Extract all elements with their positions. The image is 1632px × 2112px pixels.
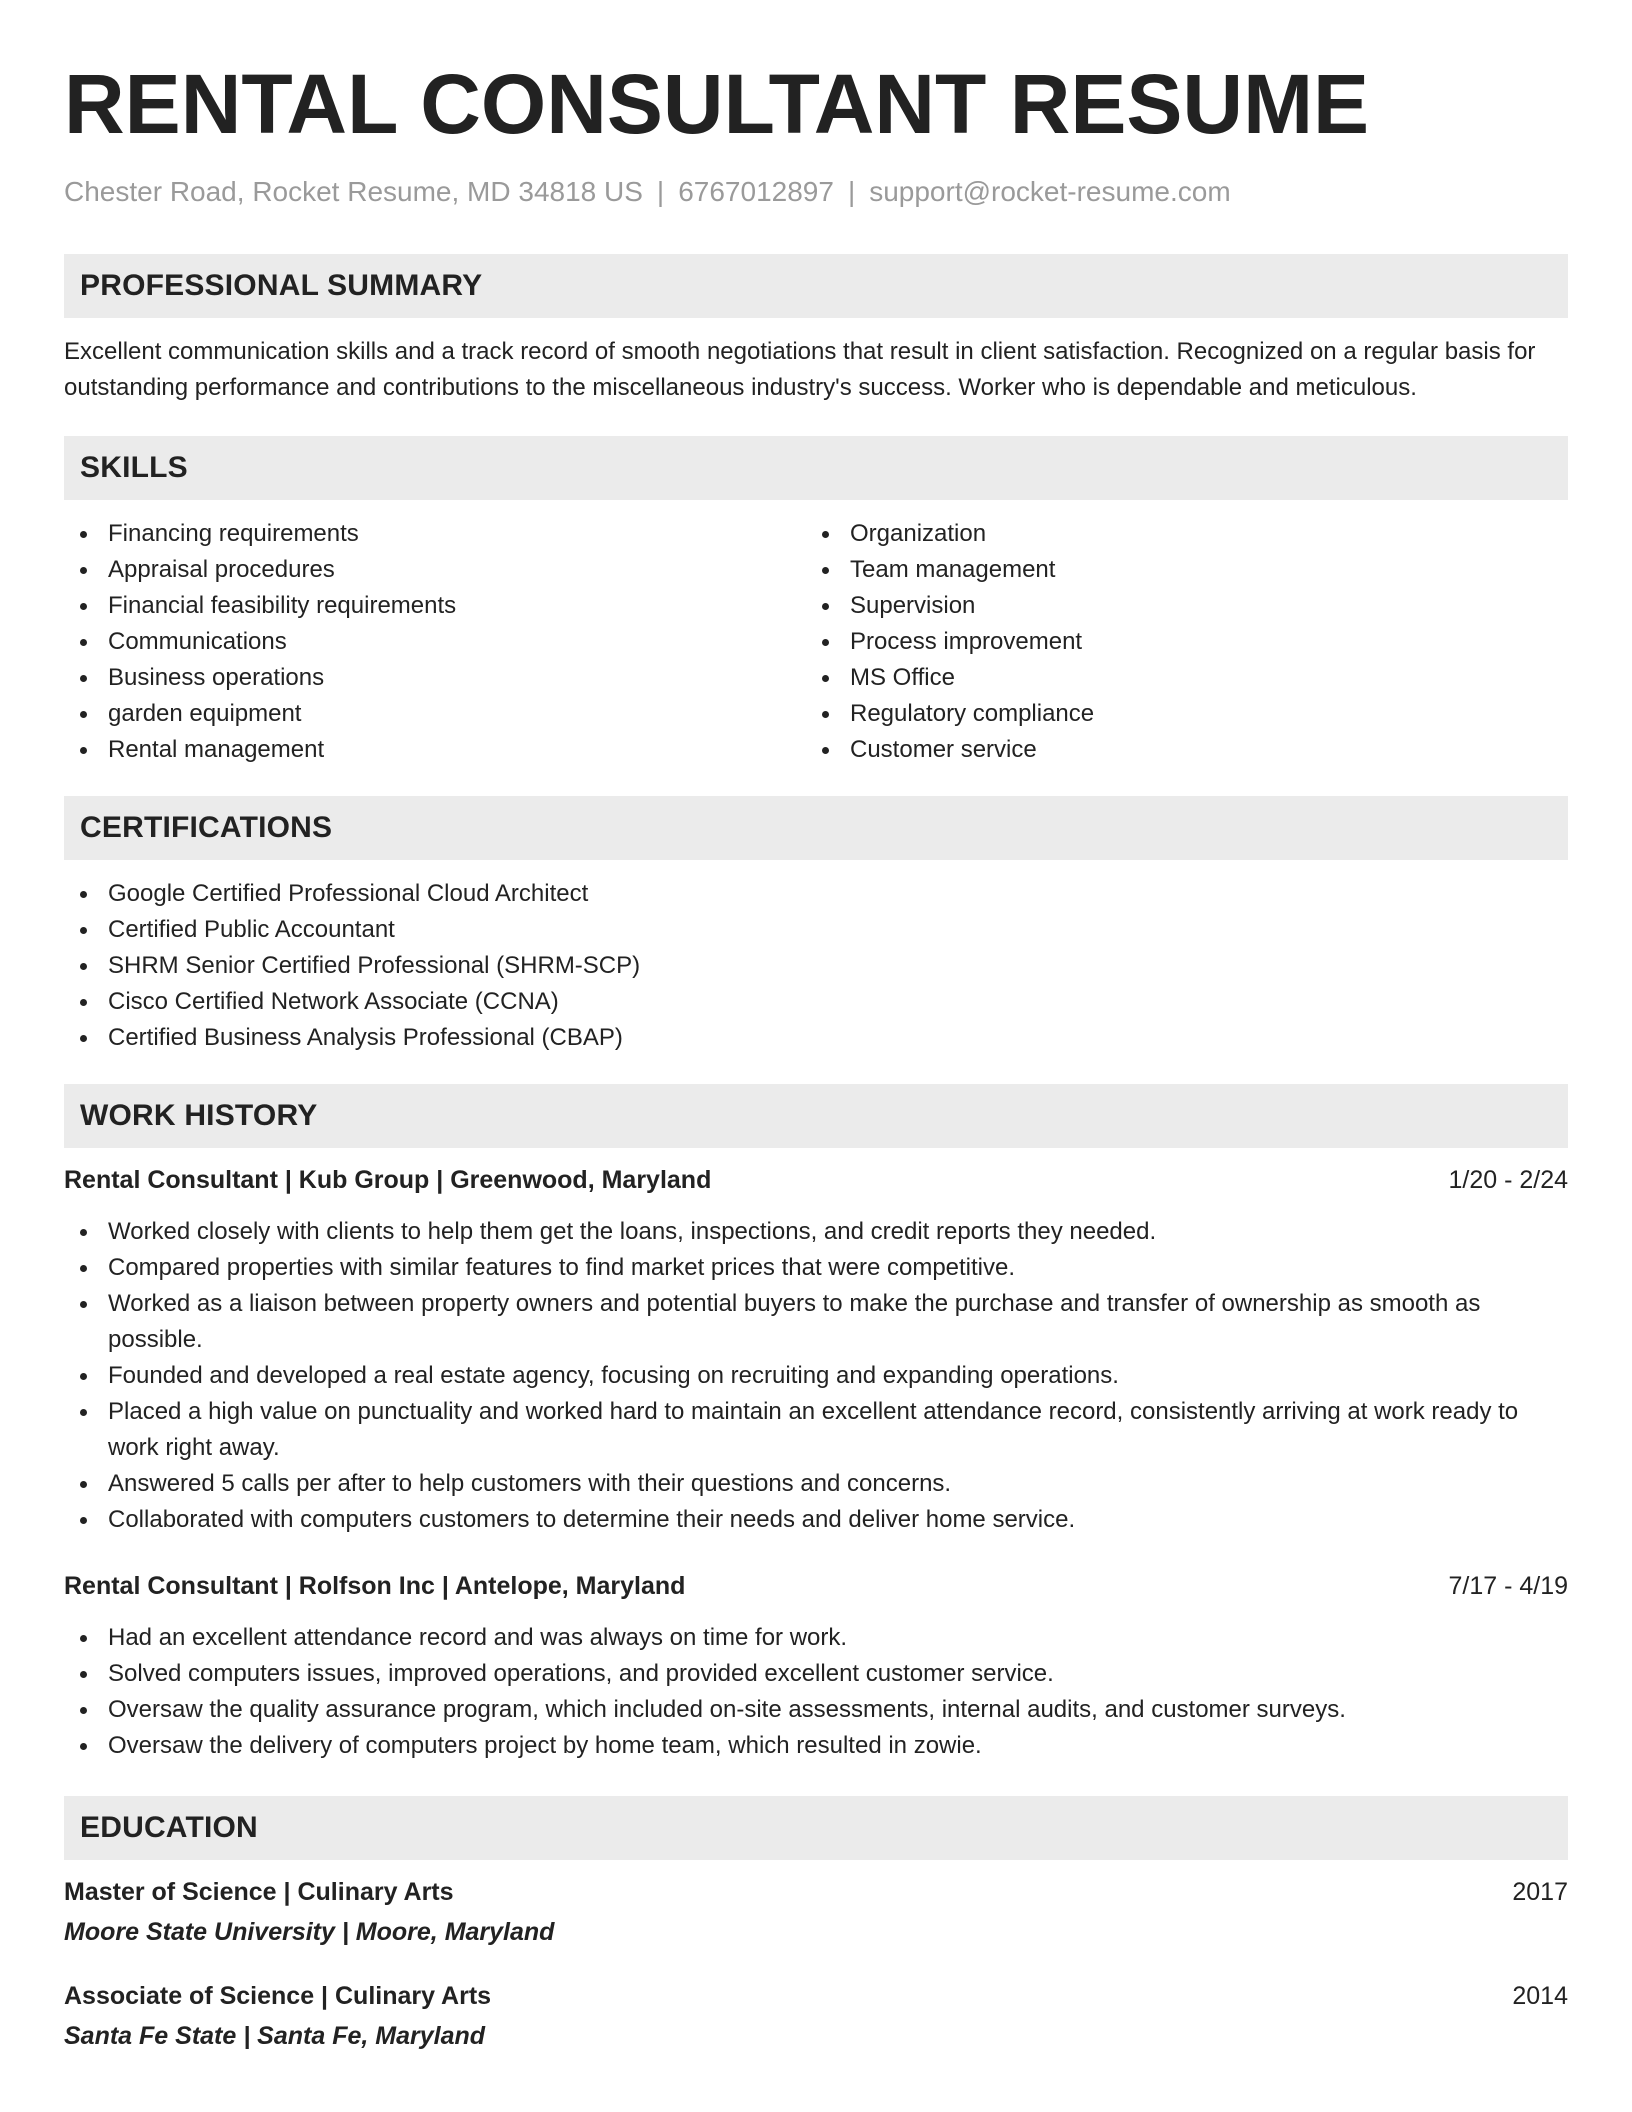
section-header-work-history: WORK HISTORY [64,1084,1568,1148]
certifications-list [64,876,1568,1056]
contact-email: support@rocket-resume.com [869,176,1231,207]
skill-item: Rental management [64,732,806,768]
job-bullet: Founded and developed a real estate agency, focusing on recruiting and expanding operations. [64,1358,1568,1394]
section-header-summary: PROFESSIONAL SUMMARY [64,254,1568,318]
skills-list-left [64,516,806,768]
education-entry [64,1874,1568,1950]
skill-item: Organization [806,516,1548,552]
job-bullet: Compared properties with similar features to find market prices that were competitive. [64,1250,1568,1286]
skill-item: MS Office [806,660,1548,696]
education-degree: Master of Science | Culinary Arts [64,1878,454,1906]
certification-item: Cisco Certified Network Associate (CCNA) [64,984,1568,1020]
job-title: Rental Consultant | Rolfson Inc | Antelope, Maryland [64,1572,686,1600]
job-entry [64,1162,1568,1538]
education-header [64,1874,1568,1910]
job-bullets [64,1214,1568,1538]
skill-item: Customer service [806,732,1548,768]
job-bullet: Answered 5 calls per after to help customers with their questions and concerns. [64,1466,1568,1502]
job-bullet: Solved computers issues, improved operations, and provided excellent customer service. [64,1656,1568,1692]
skill-item: Financial feasibility requirements [64,588,806,624]
job-bullet: Worked as a liaison between property owners and potential buyers to make the purchase and transfer of ownership as smooth as possible. [64,1286,1568,1358]
education-school: Moore State University | Moore, Maryland [64,1918,555,1946]
job-bullet: Collaborated with computers customers to determine their needs and deliver home service. [64,1502,1568,1538]
education-year: 2014 [1512,1982,1568,2010]
skills-grid [64,516,1568,768]
education-header [64,1978,1568,2014]
education-year: 2017 [1512,1878,1568,1906]
summary-text: Excellent communication skills and a track record of smooth negotiations that result in client satisfaction. Recognized on a regular basis for outstanding performance and contributions to the miscellaneous industry's success. Worker who is dependable and meticulous. [64,338,1536,401]
certification-item: Google Certified Professional Cloud Architect [64,876,1568,912]
resume-name: RENTAL CONSULTANT RESUME [64,57,1370,151]
job-header [64,1162,1568,1198]
job-bullets [64,1620,1568,1764]
skill-item: Communications [64,624,806,660]
job-dates: 7/17 - 4/19 [1448,1572,1568,1600]
job-bullet: Oversaw the quality assurance program, which included on-site assessments, internal audits, and customer surveys. [64,1692,1568,1728]
skill-item: garden equipment [64,696,806,732]
education-degree: Associate of Science | Culinary Arts [64,1982,492,2010]
job-title: Rental Consultant | Kub Group | Greenwood, Maryland [64,1166,712,1194]
contact-separator: | [656,176,665,207]
skills-list-right [806,516,1548,768]
skill-item: Team management [806,552,1548,588]
job-bullet: Worked closely with clients to help them get the loans, inspections, and credit reports they needed. [64,1214,1568,1250]
skill-item: Process improvement [806,624,1548,660]
skill-item: Supervision [806,588,1548,624]
certification-item: SHRM Senior Certified Professional (SHRM-SCP) [64,948,1568,984]
contact-separator: | [847,176,856,207]
certification-item: Certified Business Analysis Professional (CBAP) [64,1020,1568,1056]
section-header-certifications: CERTIFICATIONS [64,796,1568,860]
skill-item: Regulatory compliance [806,696,1548,732]
job-bullet: Had an excellent attendance record and was always on time for work. [64,1620,1568,1656]
job-bullet: Placed a high value on punctuality and worked hard to maintain an excellent attendance record, consistently arriving at work ready to work right away. [64,1394,1568,1466]
education-entry [64,1978,1568,2054]
contact-line [64,174,1568,210]
job-entry [64,1568,1568,1764]
contact-phone: 6767012897 [678,176,834,207]
skill-item: Financing requirements [64,516,806,552]
contact-address: Chester Road, Rocket Resume, MD 34818 US [64,176,643,207]
skill-item: Appraisal procedures [64,552,806,588]
section-header-education: EDUCATION [64,1796,1568,1860]
skill-item: Business operations [64,660,806,696]
education-school: Santa Fe State | Santa Fe, Maryland [64,2022,486,2050]
job-header [64,1568,1568,1604]
job-bullet: Oversaw the delivery of computers project by home team, which resulted in zowie. [64,1728,1568,1764]
section-header-skills: SKILLS [64,436,1568,500]
job-dates: 1/20 - 2/24 [1448,1166,1568,1194]
certification-item: Certified Public Accountant [64,912,1568,948]
